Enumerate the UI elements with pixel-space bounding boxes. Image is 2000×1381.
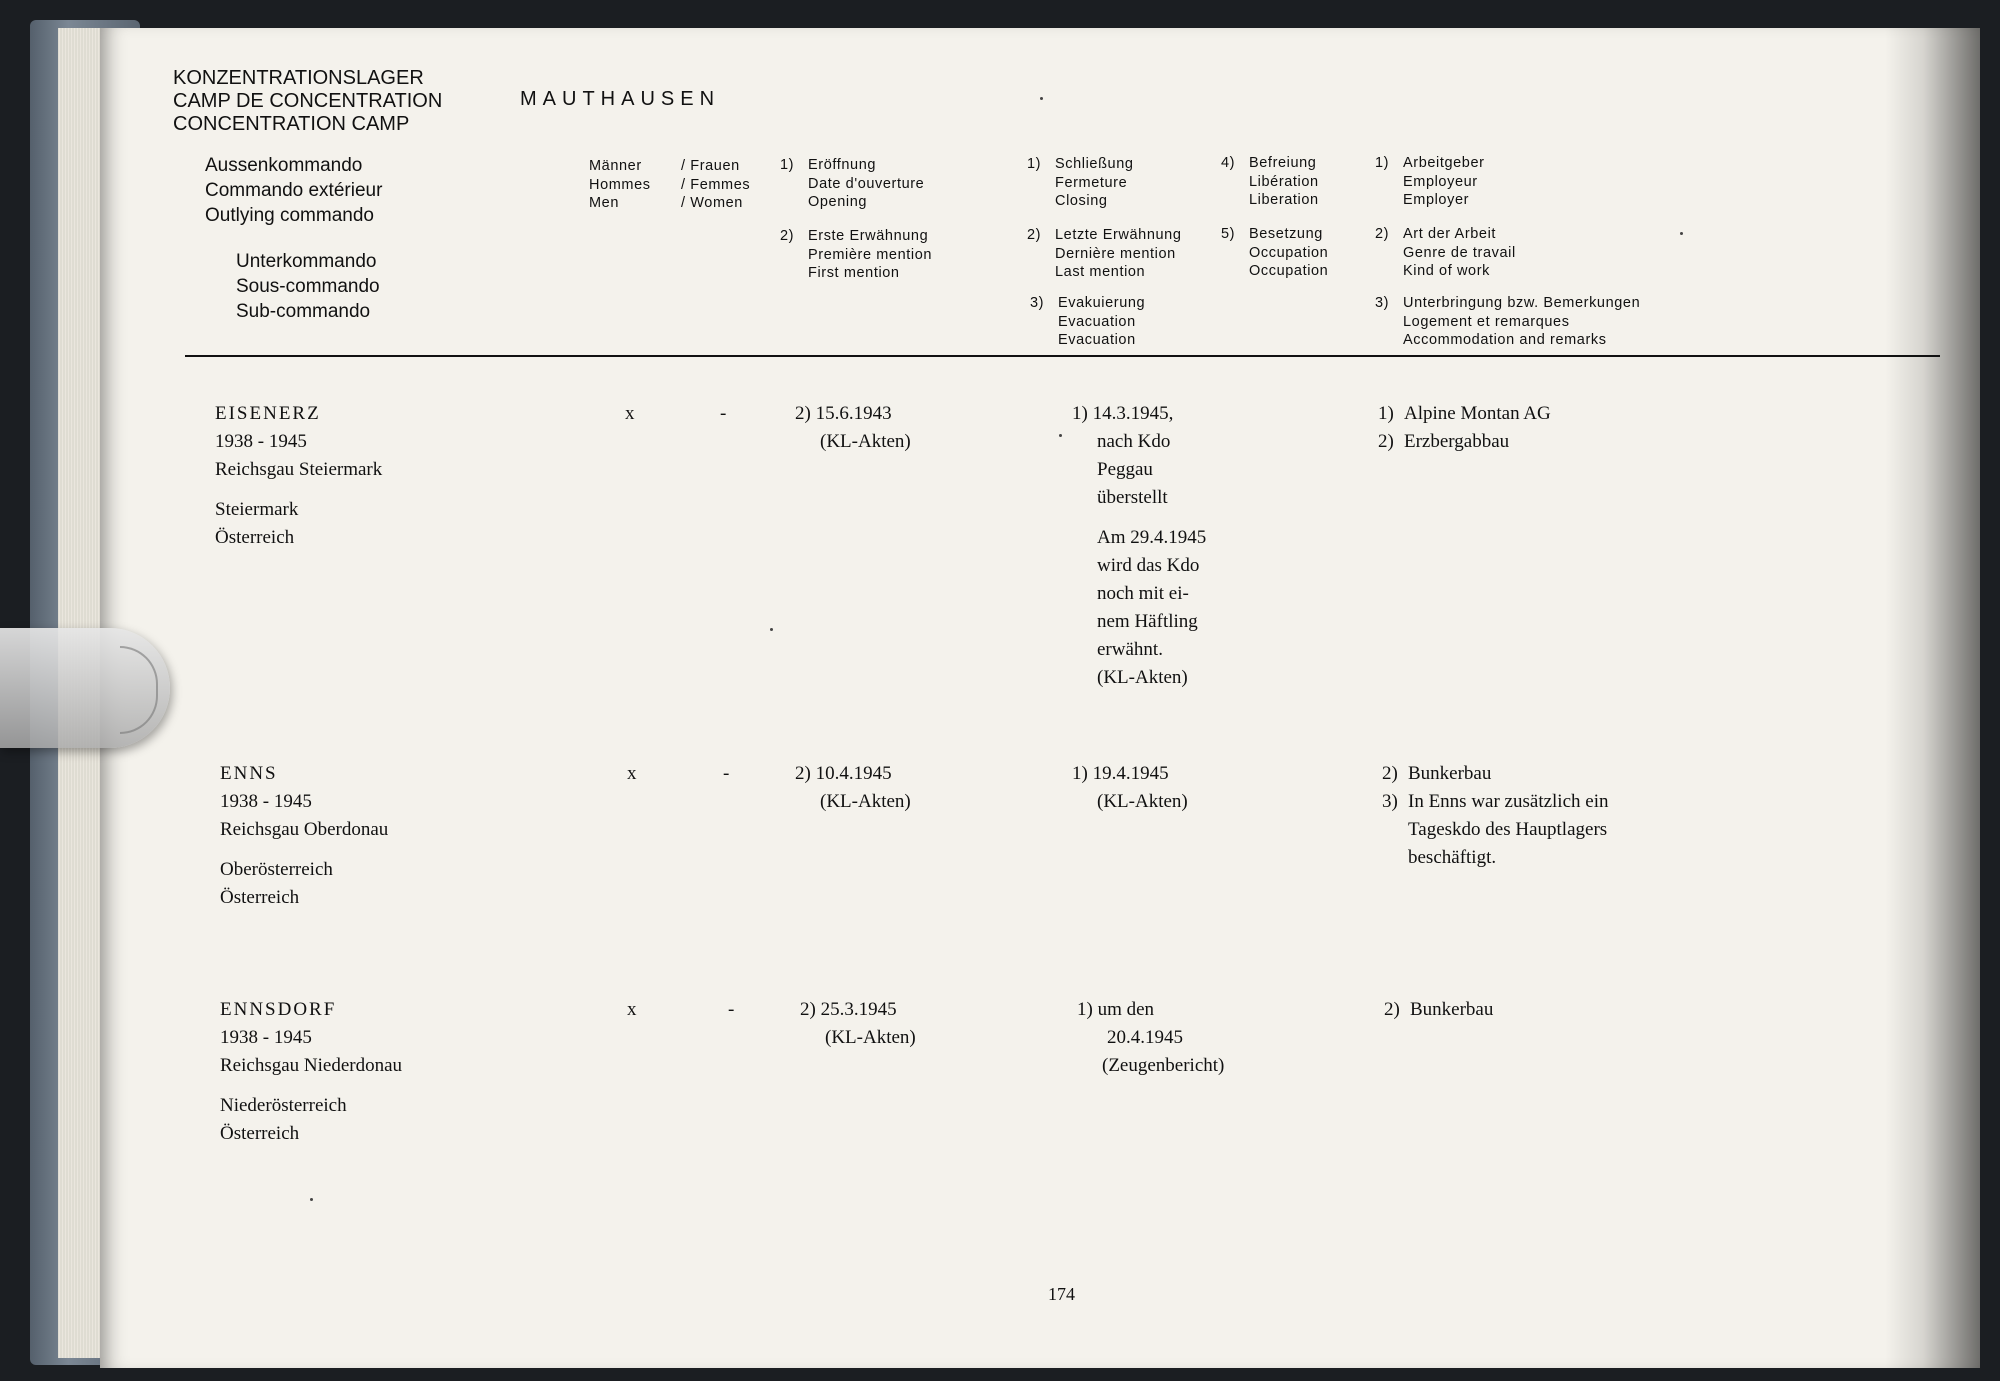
type-label-fr: CAMP DE CONCENTRATION: [173, 90, 443, 112]
gender-women-fr: / Femmes: [681, 176, 751, 193]
work-text: Erzbergabbau: [1404, 431, 1510, 452]
entry-women-mark: -: [723, 763, 730, 784]
dates2-line: (KL-Akten): [1097, 791, 1188, 812]
col3-a-de: Befreiung: [1249, 155, 1317, 171]
entry-loc1: Niederösterreich: [220, 1095, 347, 1116]
gender-men-fr: Hommes: [589, 176, 651, 193]
col2-b-fr: Dernière mention: [1055, 245, 1176, 262]
col4-c-de: Unterbringung bzw. Bemerkungen: [1403, 295, 1641, 311]
entry-eisenerz-dates2: [1072, 400, 1206, 692]
col3-a-fr: Libération: [1249, 173, 1319, 190]
col1-a-fr: Date d'ouverture: [808, 175, 925, 192]
col2-closing-header: [1027, 155, 1134, 211]
entry-enns-work: [1382, 760, 1608, 872]
type-label-en: CONCENTRATION CAMP: [173, 113, 410, 135]
dates2b-line: noch mit ei-: [1097, 583, 1189, 604]
dates1-line: 2) 25.3.1945: [800, 999, 897, 1020]
sub-en: Sub-commando: [236, 301, 371, 322]
entry-women-mark: -: [720, 403, 727, 424]
speck: [1680, 232, 1683, 235]
col1-b-en: First mention: [808, 265, 900, 281]
entry-loc2: Österreich: [215, 527, 295, 548]
dates2b-line: nem Häftling: [1097, 611, 1198, 632]
dates2-line: nach Kdo: [1097, 431, 1171, 452]
col2-b-num: 2): [1027, 227, 1042, 243]
entry-ennsdorf-dates1: [800, 996, 916, 1052]
entry-region: Reichsgau Niederdonau: [220, 1055, 403, 1076]
work-text: Bunkerbau: [1410, 999, 1494, 1020]
type-label-de: KONZENTRATIONSLAGER: [173, 67, 424, 89]
entry-name: ENNSDORF: [220, 999, 337, 1020]
entry-loc1: Steiermark: [215, 499, 299, 520]
col4-a-num: 1): [1375, 155, 1390, 171]
entry-loc2: Österreich: [220, 1123, 300, 1144]
dates2-line: (Zeugenbericht): [1102, 1055, 1225, 1076]
speck: [1059, 434, 1062, 437]
dates2-line: 1) 19.4.1945: [1072, 763, 1169, 784]
dates2-line: Peggau: [1097, 459, 1153, 480]
speck: [770, 628, 773, 631]
col2-c-num: 3): [1030, 295, 1045, 311]
entry-region: Reichsgau Oberdonau: [220, 819, 389, 840]
entry-ennsdorf-work: [1384, 996, 1493, 1024]
entry-women-mark: -: [728, 999, 735, 1020]
col2-a-num: 1): [1027, 156, 1042, 172]
col4-b-fr: Genre de travail: [1403, 244, 1516, 261]
col1-first-mention-header: [780, 227, 932, 283]
entry-enns-dates2: [1072, 760, 1188, 816]
entry-years: 1938 - 1945: [215, 431, 307, 452]
page-clip-inner: [120, 646, 158, 734]
col3-b-de: Besetzung: [1249, 226, 1323, 242]
col4-a-fr: Employeur: [1403, 173, 1478, 190]
outlying-commando-label: [205, 153, 382, 228]
outlying-fr: Commando extérieur: [205, 180, 383, 201]
work-num: 2): [1378, 431, 1394, 452]
col3-occupation-header: [1221, 225, 1328, 281]
gender-men-en: Men: [589, 195, 620, 211]
col2-b-de: Letzte Erwähnung: [1055, 227, 1182, 243]
work-num: 2): [1384, 999, 1400, 1020]
dates2-line: überstellt: [1097, 487, 1168, 508]
col2-last-mention-header: [1027, 226, 1182, 282]
entry-eisenerz-location: [215, 400, 382, 552]
dates2-line: 1) 14.3.1945,: [1072, 403, 1174, 424]
dates2b-line: wird das Kdo: [1097, 555, 1200, 576]
col2-c-fr: Evacuation: [1058, 313, 1136, 330]
speck: [310, 1198, 313, 1201]
outlying-en: Outlying commando: [205, 205, 374, 226]
col4-accommodation-header: [1375, 294, 1640, 350]
col4-c-num: 3): [1375, 295, 1390, 311]
entry-years: 1938 - 1945: [220, 1027, 312, 1048]
dates2-line: 20.4.1945: [1107, 1027, 1183, 1048]
col2-b-en: Last mention: [1055, 264, 1146, 280]
dates1-line: (KL-Akten): [825, 1027, 916, 1048]
col1-a-num: 1): [780, 157, 795, 173]
entry-eisenerz-dates1: [795, 400, 911, 456]
gender-women-en: / Women: [681, 195, 743, 211]
col2-evacuation-header: [1030, 294, 1145, 350]
gutter-shadow: [1885, 28, 1980, 1368]
col2-a-de: Schließung: [1055, 156, 1134, 172]
entry-enns-dates1: [795, 760, 911, 816]
entry-ennsdorf-dates2: [1077, 996, 1224, 1080]
dates2b-line: erwähnt.: [1097, 639, 1163, 660]
col4-employer-header: [1375, 154, 1485, 210]
entry-loc2: Österreich: [220, 887, 300, 908]
col3-b-num: 5): [1221, 226, 1236, 242]
entry-men-mark: x: [627, 763, 637, 784]
sub-commando-label: [236, 249, 380, 324]
work-num: 2): [1382, 763, 1398, 784]
work-text: Tageskdo des Hauptlagers: [1408, 819, 1608, 840]
col1-b-fr: Première mention: [808, 246, 933, 263]
dates1-line: (KL-Akten): [820, 791, 911, 812]
gender-header: [589, 157, 750, 213]
col4-b-de: Art der Arbeit: [1403, 226, 1497, 242]
dates2-line: 1) um den: [1077, 999, 1155, 1020]
work-text: Alpine Montan AG: [1404, 403, 1551, 424]
col4-c-en: Accommodation and remarks: [1403, 332, 1607, 348]
entry-eisenerz-work: [1378, 400, 1551, 456]
camp-type-label: [173, 67, 442, 136]
work-text: In Enns war zusätzlich ein: [1408, 791, 1609, 812]
dates2b-line: Am 29.4.1945: [1097, 527, 1207, 548]
work-text: Bunkerbau: [1408, 763, 1492, 784]
entry-loc1: Oberösterreich: [220, 859, 333, 880]
page-clip: [0, 628, 170, 748]
col2-c-en: Evacuation: [1058, 332, 1136, 348]
entry-name: ENNS: [220, 763, 278, 784]
dates1-line: 2) 10.4.1945: [795, 763, 892, 784]
dates1-line: (KL-Akten): [820, 431, 911, 452]
entry-men-mark: x: [625, 403, 635, 424]
sub-fr: Sous-commando: [236, 276, 380, 297]
col4-b-en: Kind of work: [1403, 263, 1490, 279]
col2-c-de: Evakuierung: [1058, 295, 1146, 311]
col3-b-en: Occupation: [1249, 263, 1329, 279]
col1-b-num: 2): [780, 228, 795, 244]
entry-region: Reichsgau Steiermark: [215, 459, 383, 480]
gender-men-de: Männer: [589, 158, 642, 174]
header-rule: [185, 355, 1940, 357]
outlying-de: Aussenkommando: [205, 155, 363, 176]
col4-kind-of-work-header: [1375, 225, 1516, 281]
col1-a-de: Eröffnung: [808, 157, 877, 173]
work-num: 1): [1378, 403, 1394, 424]
work-num: 3): [1382, 791, 1398, 812]
camp-name: MAUTHAUSEN: [520, 88, 721, 110]
gender-women-de: / Frauen: [681, 158, 740, 174]
col1-b-de: Erste Erwähnung: [808, 228, 929, 244]
col4-c-fr: Logement et remarques: [1403, 313, 1570, 330]
col2-a-en: Closing: [1055, 193, 1108, 209]
speck: [1040, 97, 1043, 100]
col1-opening-header: [780, 156, 924, 212]
work-text: beschäftigt.: [1408, 847, 1497, 868]
entry-years: 1938 - 1945: [220, 791, 312, 812]
entry-men-mark: x: [627, 999, 637, 1020]
dates2b-line: (KL-Akten): [1097, 667, 1188, 688]
col3-liberation-header: [1221, 154, 1319, 210]
col3-a-en: Liberation: [1249, 192, 1319, 208]
page-number: 174: [1048, 1284, 1075, 1304]
col4-a-en: Employer: [1403, 192, 1470, 208]
entry-ennsdorf-location: [220, 996, 402, 1148]
entry-enns-location: [220, 760, 388, 912]
col1-a-en: Opening: [808, 194, 868, 210]
entry-name: EISENERZ: [215, 403, 321, 424]
col3-a-num: 4): [1221, 155, 1236, 171]
col2-a-fr: Fermeture: [1055, 174, 1128, 191]
dates1-line: 2) 15.6.1943: [795, 403, 892, 424]
sub-de: Unterkommando: [236, 251, 377, 272]
col4-a-de: Arbeitgeber: [1403, 155, 1485, 171]
col3-b-fr: Occupation: [1249, 244, 1329, 261]
col4-b-num: 2): [1375, 226, 1390, 242]
